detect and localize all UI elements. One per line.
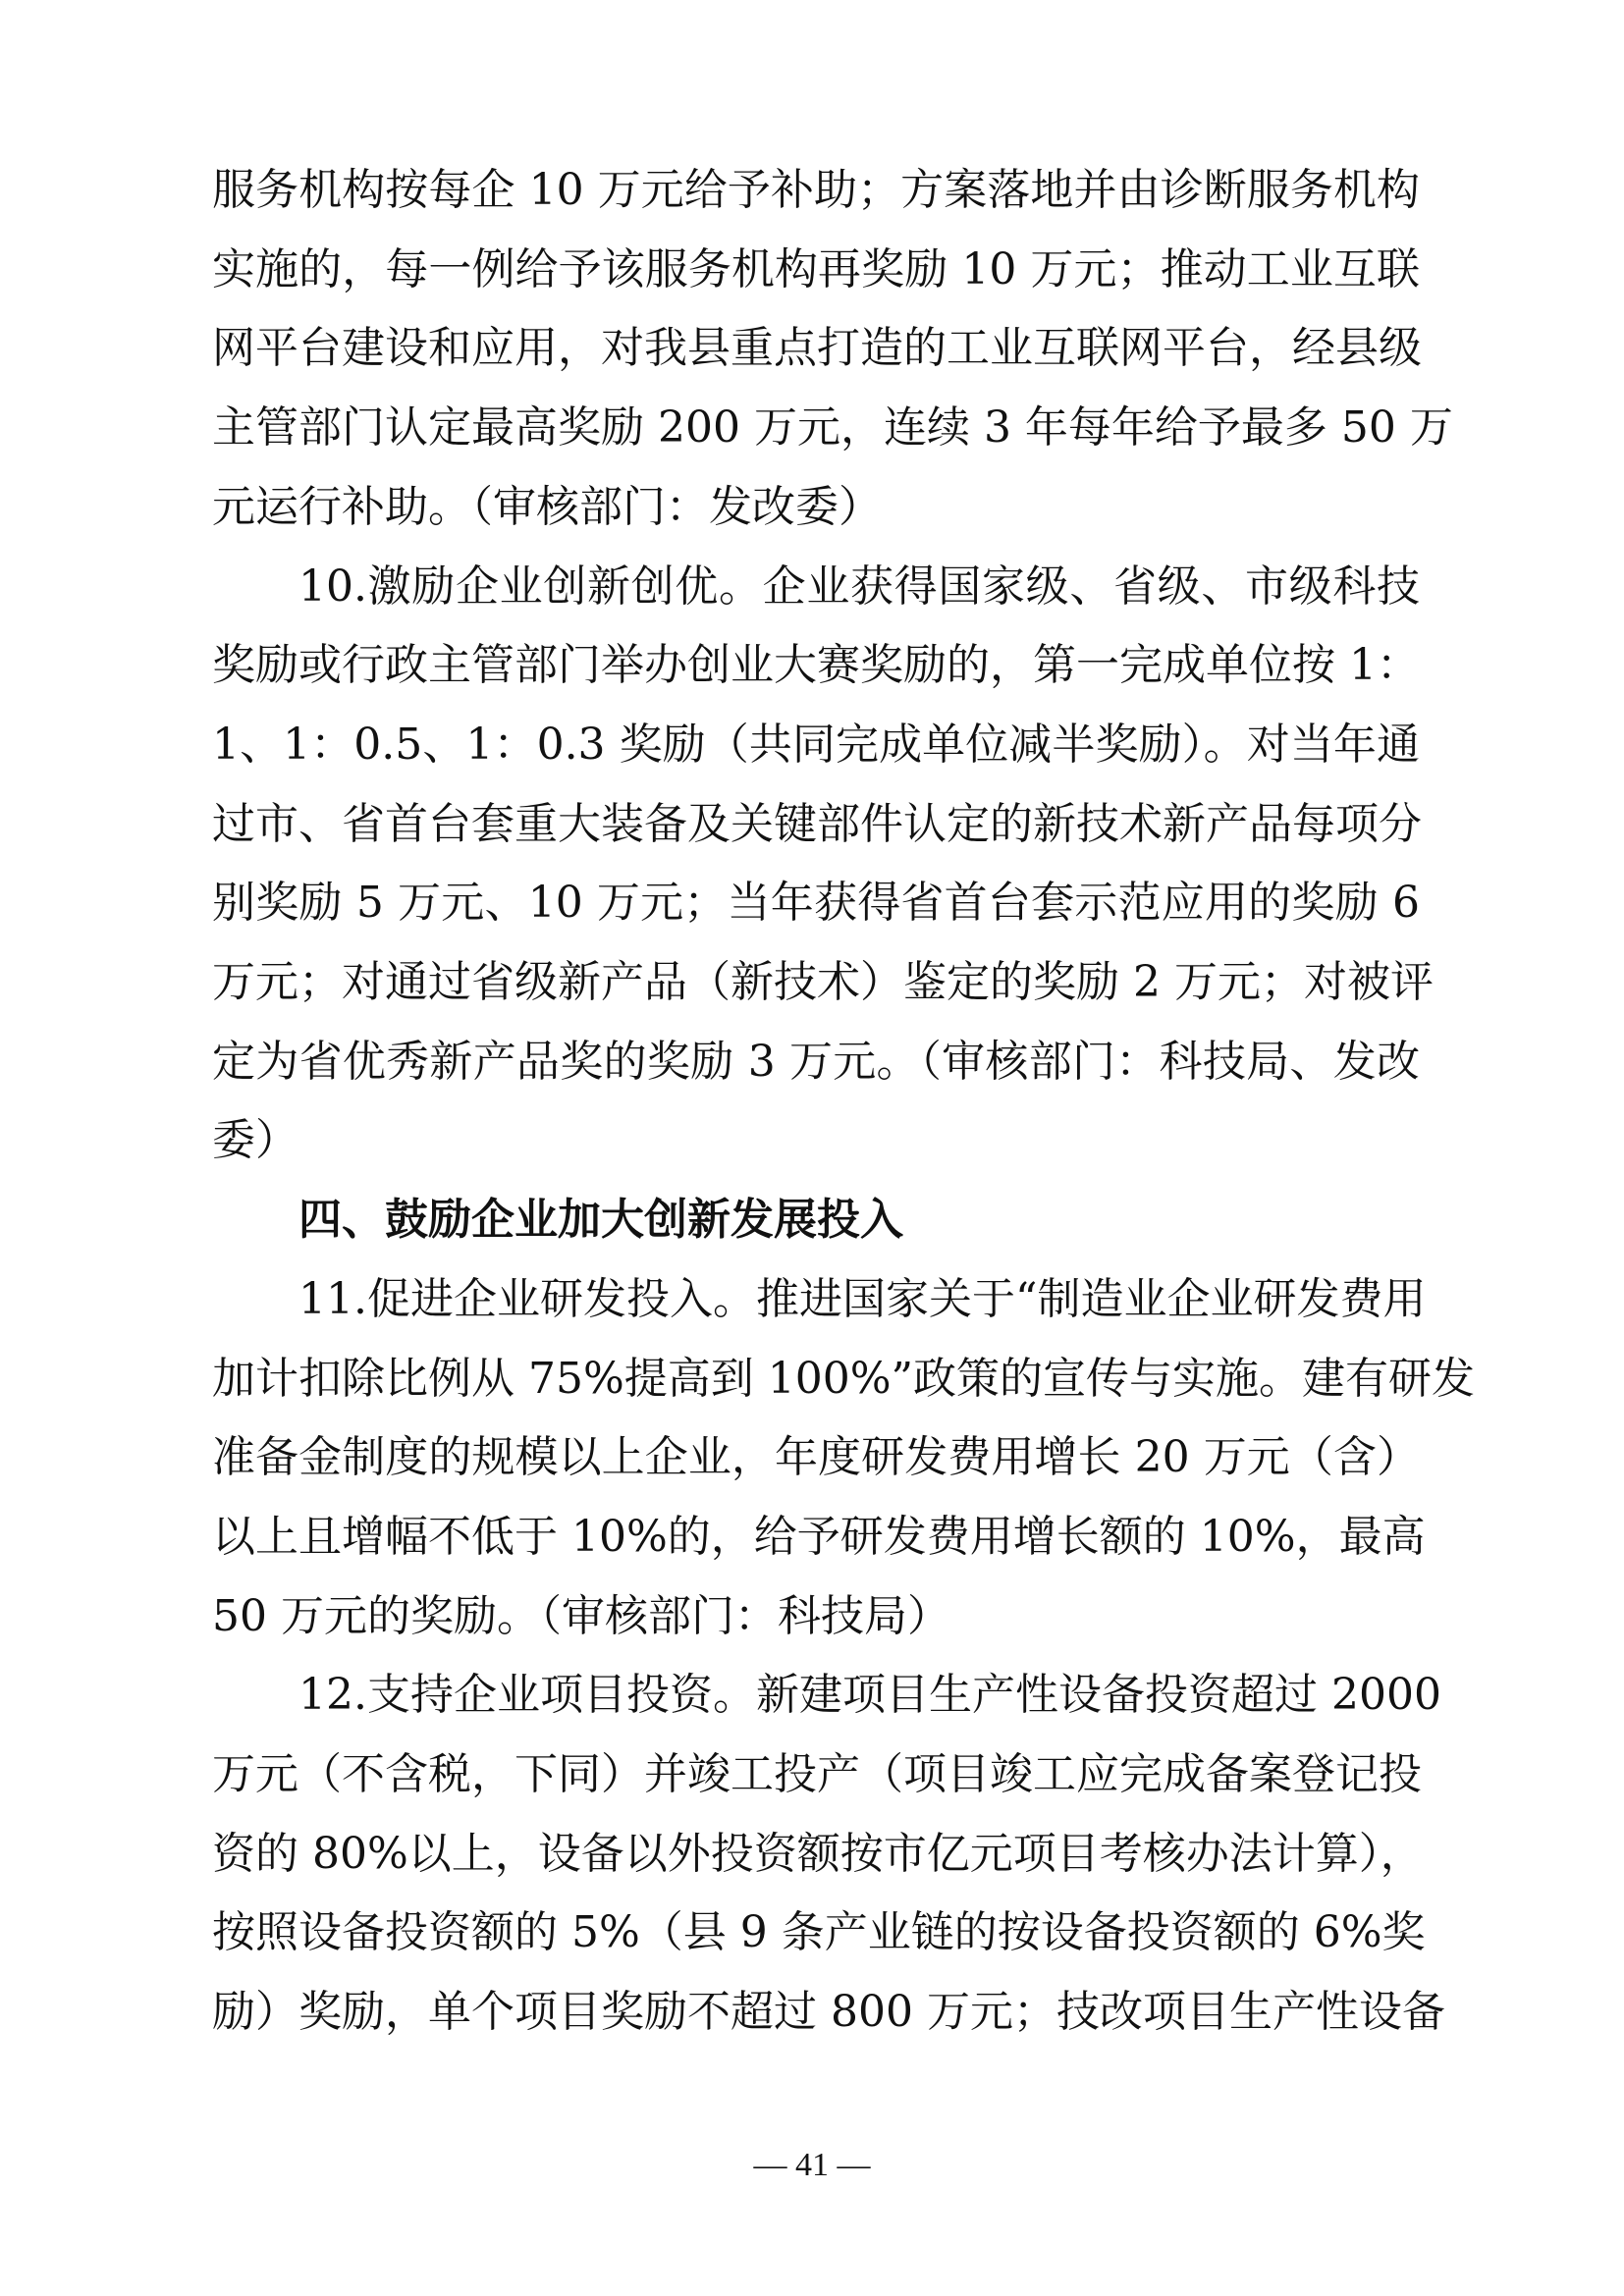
text-line: 别奖励 5 万元、10 万元；当年获得省首台套示范应用的奖励 6 xyxy=(212,878,1420,928)
text-line: 资的 80%以上，设备以外投资额按市亿元项目考核办法计算）， xyxy=(212,1829,1424,1879)
text-line: 励）奖励，单个项目奖励不超过 800 万元；技改项目生产性设备 xyxy=(212,1987,1445,2037)
text-line: 准备金制度的规模以上企业，年度研发费用增长 20 万元（含） xyxy=(212,1432,1420,1482)
text-line: 定为省优秀新产品奖的奖励 3 万元。（审核部门：科技局、发改 xyxy=(212,1037,1420,1087)
text-line: 主管部门认定最高奖励 200 万元，连续 3 年每年给予最多 50 万 xyxy=(212,402,1453,453)
text-line: 12.支持企业项目投资。新建项目生产性设备投资超过 2000 xyxy=(298,1670,1441,1720)
text-line: 1、1：0.5、1：0.3 奖励（共同完成单位减半奖励）。对当年通 xyxy=(212,720,1420,770)
page-number: — 41 — xyxy=(753,2147,871,2183)
text-line: 加计扣除比例从 75%提高到 100%”政策的宣传与实施。建有研发 xyxy=(212,1354,1476,1404)
text-line: 网平台建设和应用，对我县重点打造的工业互联网平台，经县级 xyxy=(212,323,1422,373)
text-line: 10.激励企业创新创优。企业获得国家级、省级、市级科技 xyxy=(298,561,1420,612)
text-line: 万元；对通过省级新产品（新技术）鉴定的奖励 2 万元；对被评 xyxy=(212,957,1434,1007)
section-heading: 四、鼓励企业加大创新发展投入 xyxy=(298,1195,903,1245)
text-line: 过市、省首台套重大装备及关键部件认定的新技术新产品每项分 xyxy=(212,799,1422,849)
text-line: 委） xyxy=(212,1115,298,1165)
text-line: 服务机构按每企 10 万元给予补助；方案落地并由诊断服务机构 xyxy=(212,165,1420,215)
text-line: 元运行补助。（审核部门：发改委） xyxy=(212,482,882,532)
text-line: 万元（不含税，下同）并竣工投产（项目竣工应完成备案登记投 xyxy=(212,1749,1422,1799)
text-line: 以上且增幅不低于 10%的，给予研发费用增长额的 10%，最高 xyxy=(212,1512,1426,1562)
text-line: 奖励或行政主管部门举办创业大赛奖励的，第一完成单位按 1： xyxy=(212,640,1420,690)
text-line: 50 万元的奖励。（审核部门：科技局） xyxy=(212,1591,950,1641)
text-line: 实施的，每一例给予该服务机构再奖励 10 万元；推动工业互联 xyxy=(212,244,1420,294)
text-line: 11.促进企业研发投入。推进国家关于“制造业企业研发费用 xyxy=(298,1274,1427,1324)
text-line: 按照设备投资额的 5%（县 9 条产业链的按设备投资额的 6%奖 xyxy=(212,1907,1426,1957)
